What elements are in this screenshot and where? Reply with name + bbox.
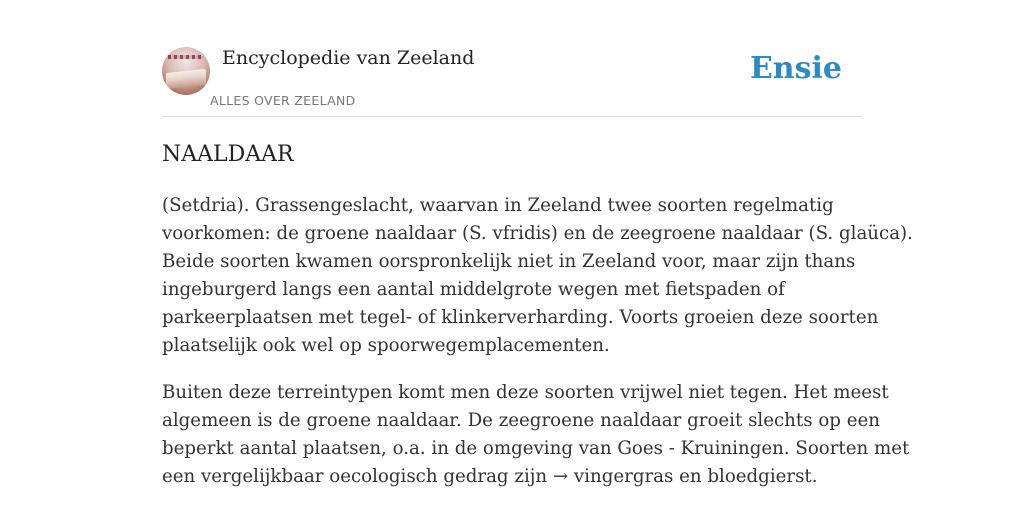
article-paragraph-2: [162, 379, 910, 491]
avatar-decoration: [168, 55, 204, 59]
article-title: NAALDAAR: [162, 142, 294, 167]
paragraph-line: Beide soorten kwamen oorspronkelijk niet in Zeeland voor, maar zijn thans: [162, 251, 856, 272]
site-header: [162, 0, 862, 117]
paragraph-line: parkeerplaatsen met tegel- of klinkerverharding. Voorts groeien deze soorten: [162, 307, 879, 328]
paragraph-line: voorkomen: de groene naaldaar (S. vfridis) en de zeegroene naaldaar (S. glaüca).: [162, 223, 913, 244]
site-avatar[interactable]: [162, 47, 210, 95]
site-title[interactable]: Encyclopedie van Zeeland: [222, 47, 475, 69]
paragraph-line: (Setdria). Grassengeslacht, waarvan in Zeeland twee soorten regelmatig: [162, 195, 834, 216]
page-container: [162, 0, 913, 487]
site-subtitle: ALLES OVER ZEELAND: [210, 93, 356, 108]
paragraph-line: beperkt aantal plaatsen, o.a. in de omgeving van Goes - Kruiningen. Soorten met: [162, 438, 910, 459]
article-paragraph-1: [162, 192, 913, 360]
paragraph-line: plaatselijk ook wel op spoorwegemplacementen.: [162, 335, 610, 356]
paragraph-line: algemeen is de groene naaldaar. De zeegroene naaldaar groeit slechts op een: [162, 410, 880, 431]
brand-logo[interactable]: Ensie: [749, 51, 842, 86]
paragraph-line: ingeburgerd langs een aantal middelgrote wegen met fietspaden of: [162, 279, 785, 300]
paragraph-line: een vergelijkbaar oecologisch gedrag zijn → vingergras en bloedgierst.: [162, 466, 818, 487]
paragraph-line: Buiten deze terreintypen komt men deze soorten vrijwel niet tegen. Het meest: [162, 382, 889, 403]
avatar-book-image: [166, 69, 206, 89]
